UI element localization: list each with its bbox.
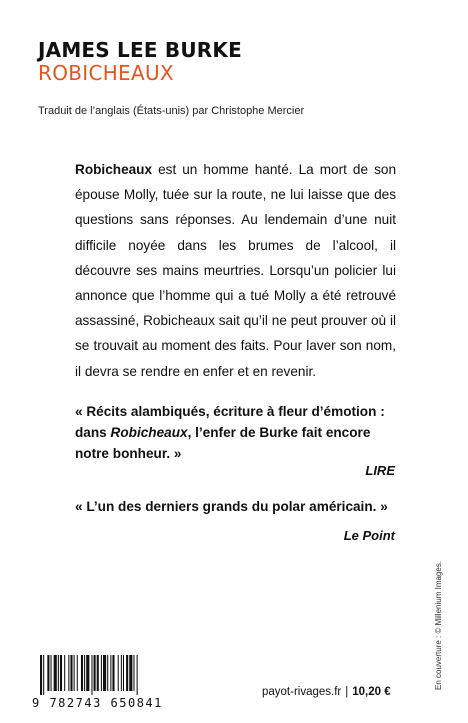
barcode-bar <box>123 655 124 691</box>
barcode-bar <box>77 655 78 691</box>
barcode-bar <box>118 655 119 691</box>
barcode-bar <box>47 655 49 691</box>
barcode <box>32 655 172 710</box>
barcode-bar <box>94 655 96 691</box>
press-quote-2: « L’un des derniers grands du polar américain. » <box>75 499 388 514</box>
barcode-bar <box>110 655 111 691</box>
barcode-bar <box>70 655 72 691</box>
barcode-bar <box>74 655 75 691</box>
book-title: ROBICHEAUX <box>38 61 174 85</box>
publisher-website: payot-rivages.fr <box>262 686 342 698</box>
barcode-bar <box>68 655 69 691</box>
cover-credit: En couverture : © Millenium Images. <box>434 560 443 690</box>
barcode-bar <box>64 655 65 691</box>
summary-body: est un homme hanté. La mort de son épouse Molly, tuée sur la route, ne lui laisse que des questions sans réponses. Au lendemain d’une nuit difficile noyée dans les brumes de l’alcool, il découvre ses mains meurtries. Lorsqu’un policier lui annonce que l’homme qui a tué Molly a été retrouvé assassiné, Robicheaux sait qu’il ne peut prouver où il se trouvait au moment des faits. Pour laver son nom, il devra se rendre en enfer et en revenir. <box>75 162 396 379</box>
barcode-bar <box>97 655 99 691</box>
barcode-bar <box>137 655 138 695</box>
barcode-bar <box>86 655 89 691</box>
barcode-bar <box>101 655 102 691</box>
press-quote-1 <box>75 401 396 464</box>
translator-line: Traduit de l’anglais (États-unis) par Christophe Mercier <box>38 105 305 117</box>
summary-lead: Robicheaux <box>75 162 153 177</box>
barcode-bar <box>84 655 85 691</box>
barcode-bar <box>107 655 108 691</box>
barcode-bar <box>81 655 83 691</box>
price: 10,20 € <box>352 686 391 698</box>
footer <box>262 686 391 698</box>
barcode-bar <box>91 655 92 695</box>
barcode-bar <box>60 655 62 691</box>
author-name: JAMES LEE BURKE <box>38 38 242 62</box>
barcode-bar <box>51 655 52 691</box>
quote-1-source: LIRE <box>365 463 395 478</box>
barcode-bar <box>121 655 122 691</box>
barcode-bar <box>129 655 132 691</box>
quote-2-source: Le Point <box>343 528 395 543</box>
summary-text <box>75 157 396 384</box>
footer-separator: | <box>345 686 349 698</box>
barcode-bar <box>43 655 44 695</box>
quote-1-after: , l’enfer de Burke fait encore notre bonheur. » <box>75 425 371 461</box>
barcode-bar <box>54 655 57 691</box>
quote-1-italic: Robicheaux <box>110 425 188 440</box>
barcode-bar <box>40 655 42 695</box>
quote-1-before: « Récits alambiqués, écriture à fleur d’émotion : dans <box>75 404 385 440</box>
barcode-digits: 9 782743 650841 <box>32 696 163 710</box>
barcode-bar <box>58 655 59 691</box>
barcode-bar <box>126 655 128 691</box>
barcode-bar <box>112 655 114 691</box>
barcode-bars <box>40 655 170 695</box>
barcode-bar <box>133 655 134 691</box>
barcode-bar <box>103 655 106 691</box>
